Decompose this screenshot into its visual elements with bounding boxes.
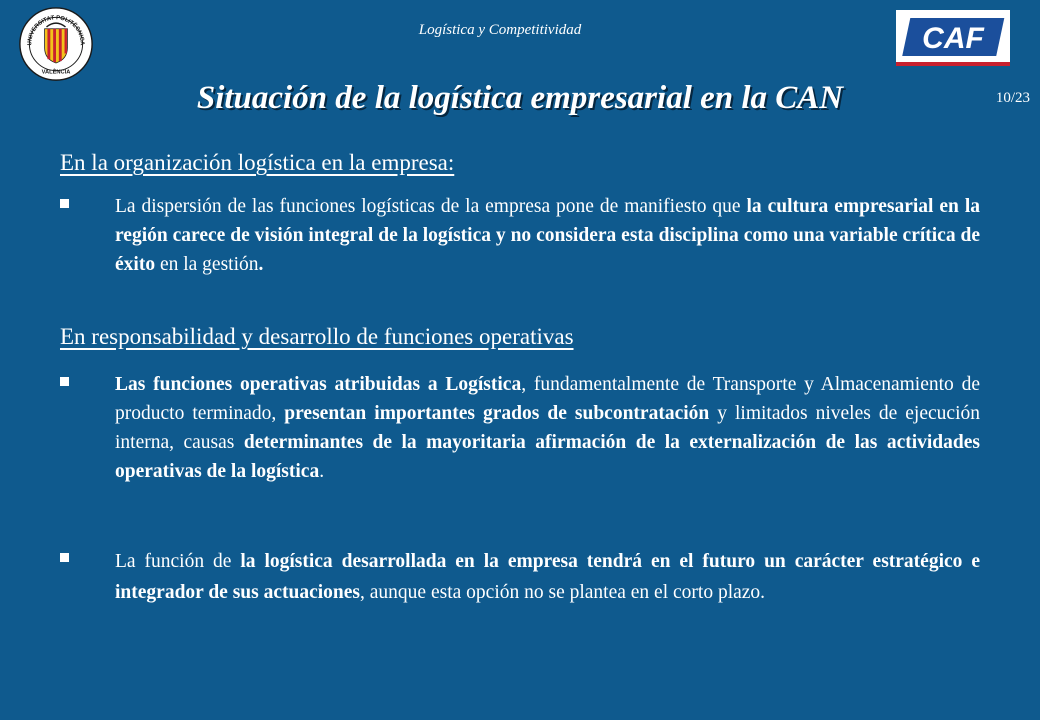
- bullet-funcion-futuro: [60, 546, 980, 608]
- bold-text-run: presentan importantes grados de subcontratación: [284, 403, 710, 424]
- section-heading-organizacion: En la organización logística en la empresa:: [60, 150, 455, 175]
- text-run: , aunque esta opción no se plantea en el corto plazo.: [360, 582, 766, 603]
- seal-text-top: UNIVERSITAT POLITÈCNICA: [27, 15, 85, 46]
- bold-text-run: determinantes de la mayoritaria afirmación de la externalización de las actividades operativas de la logística: [115, 432, 980, 482]
- square-bullet-icon: [60, 199, 69, 208]
- text-run: , fundamentalmente de Transporte y Almacenamiento de producto terminado,: [115, 374, 980, 424]
- text-run: y limitados niveles de ejecución interna, causas: [115, 403, 980, 453]
- text-run: La función de: [115, 551, 241, 572]
- seal-text-bottom: VALÈNCIA: [41, 69, 71, 76]
- square-bullet-icon: [60, 553, 69, 562]
- bold-text-run: .: [258, 254, 264, 275]
- bullet-text: [115, 546, 980, 608]
- bold-text-run: Las funciones operativas atribuidas a Logística: [115, 374, 522, 395]
- bullet-text: [115, 370, 980, 486]
- bold-text-run: la cultura empresarial en la región carece de visión integral de la logística y no considera esta disciplina como una variable crítica de éxito: [115, 196, 980, 275]
- slide-title: Situación de la logística empresarial en la CAN: [196, 80, 844, 116]
- square-bullet-icon: [60, 377, 69, 386]
- caf-logo: [896, 10, 1010, 66]
- bullet-text: [115, 192, 980, 279]
- university-seal-logo: [18, 6, 94, 82]
- bold-text-run: la logística desarrollada en la empresa tendrá en el futuro un carácter estratégico e integrador de sus actuaciones: [115, 551, 980, 603]
- text-run: .: [319, 461, 325, 482]
- slide-number: 10/23: [995, 90, 1030, 106]
- text-run: La dispersión de las funciones logísticas de la empresa pone de manifiesto que: [115, 196, 747, 217]
- section-heading-responsabilidad: En responsabilidad y desarrollo de funciones operativas: [60, 324, 574, 349]
- caf-logo-text: CAF: [922, 22, 984, 55]
- text-run: en la gestión: [155, 254, 259, 275]
- header-subtitle: Logística y Competitividad: [418, 22, 582, 38]
- bullet-dispersion: [60, 192, 980, 279]
- bullet-funciones-operativas: [60, 370, 980, 486]
